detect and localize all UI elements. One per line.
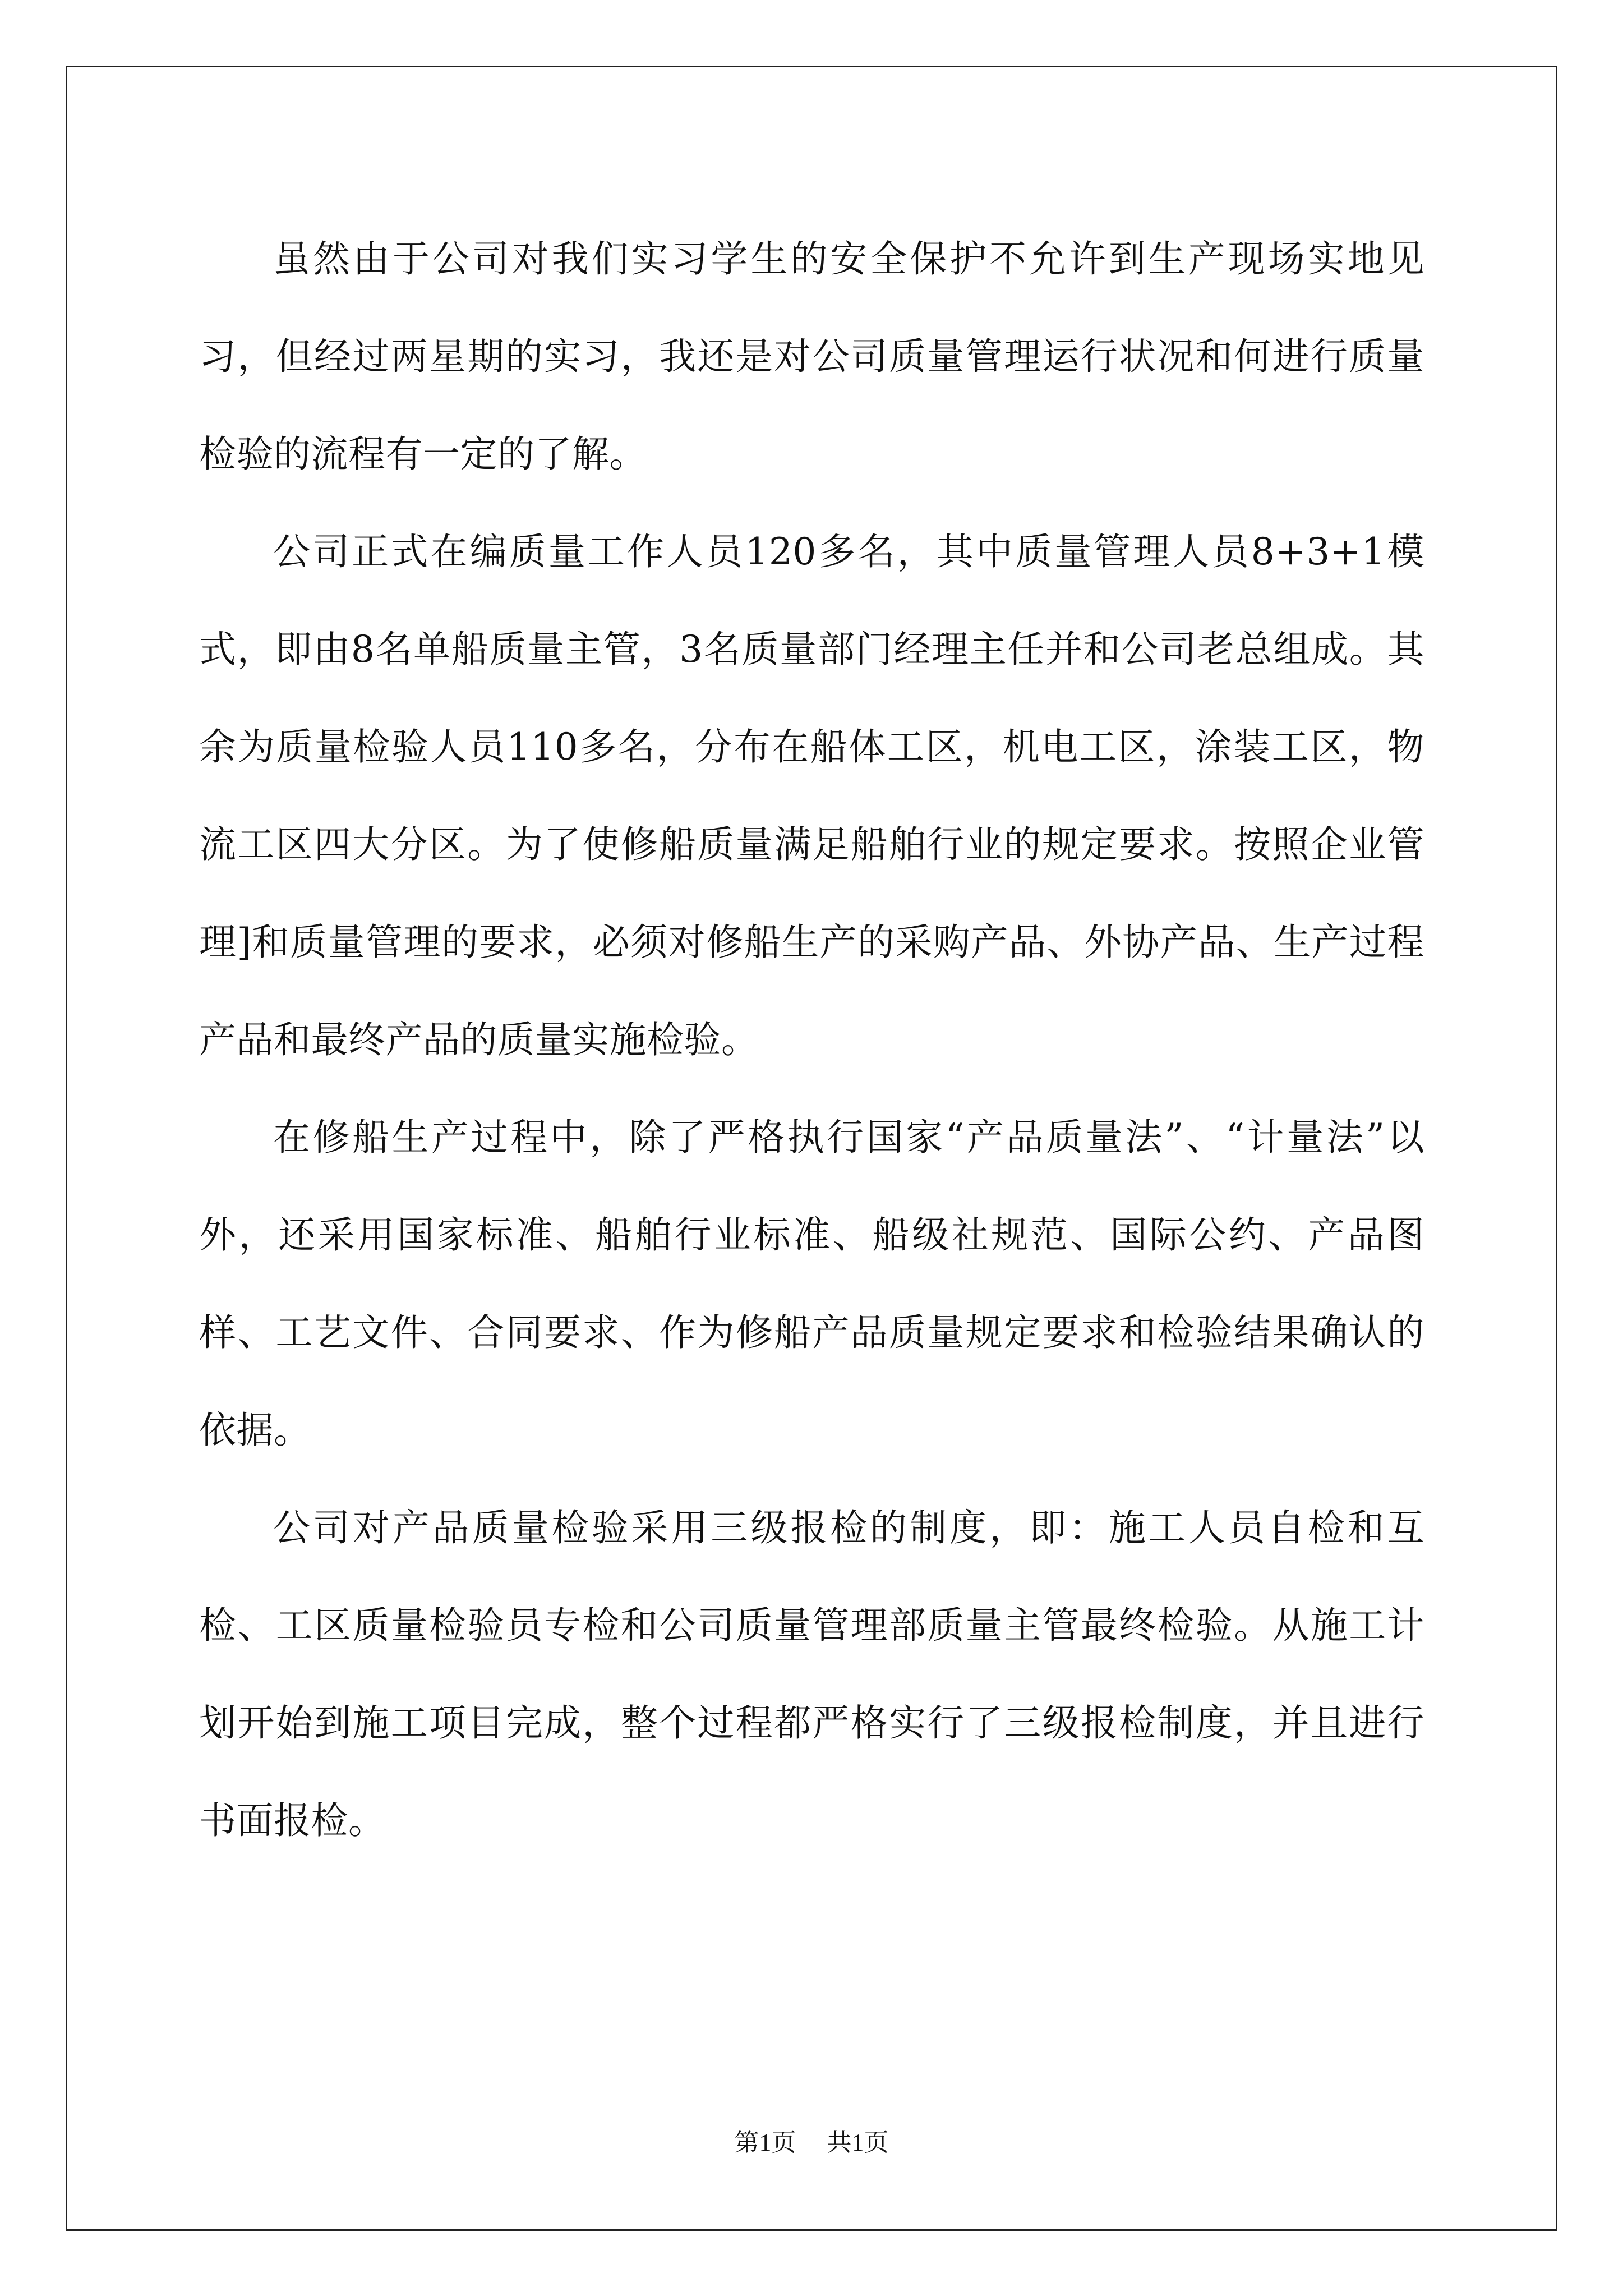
paragraph: 公司对产品质量检验采用三级报检的制度，即：施工人员自检和互检、工区质量检验员专检和公司质量管理部质量主管最终检验。从施工计划开始到施工项目完成，整个过程都严格实行了三级报检制度，并且进行书面报检。 [199,1506,1424,1842]
document-body [199,210,1424,1870]
page-footer [0,2126,1623,2160]
page-total: 共1页 [827,2129,889,2156]
paragraph: 在修船生产过程中，除了严格执行国家“产品质量法”、“计量法”以外，还采用国家标准、船舶行业标准、船级社规范、国际公约、产品图样、工艺文件、合同要求、作为修船产品质量规定要求和检验结果确认的依据。 [199,1116,1424,1452]
page-number: 第1页 [734,2129,796,2156]
paragraph: 公司正式在编质量工作人员120多名，其中质量管理人员8+3+1模式，即由8名单船质量主管，3名质量部门经理主任并和公司老总组成。其余为质量检验人员110多名，分布在船体工区，机电工区，涂装工区，物流工区四大分区。为了使修船质量满足船舶行业的规定要求。按照企业管理]和质量管理的要求，必须对修船生产的采购产品、外协产品、生产过程产品和最终产品的质量实施检验。 [199,530,1424,1061]
paragraph: 虽然由于公司对我们实习学生的安全保护不允许到生产现场实地见习，但经过两星期的实习，我还是对公司质量管理运行状况和何进行质量检验的流程有一定的了解。 [199,237,1424,476]
